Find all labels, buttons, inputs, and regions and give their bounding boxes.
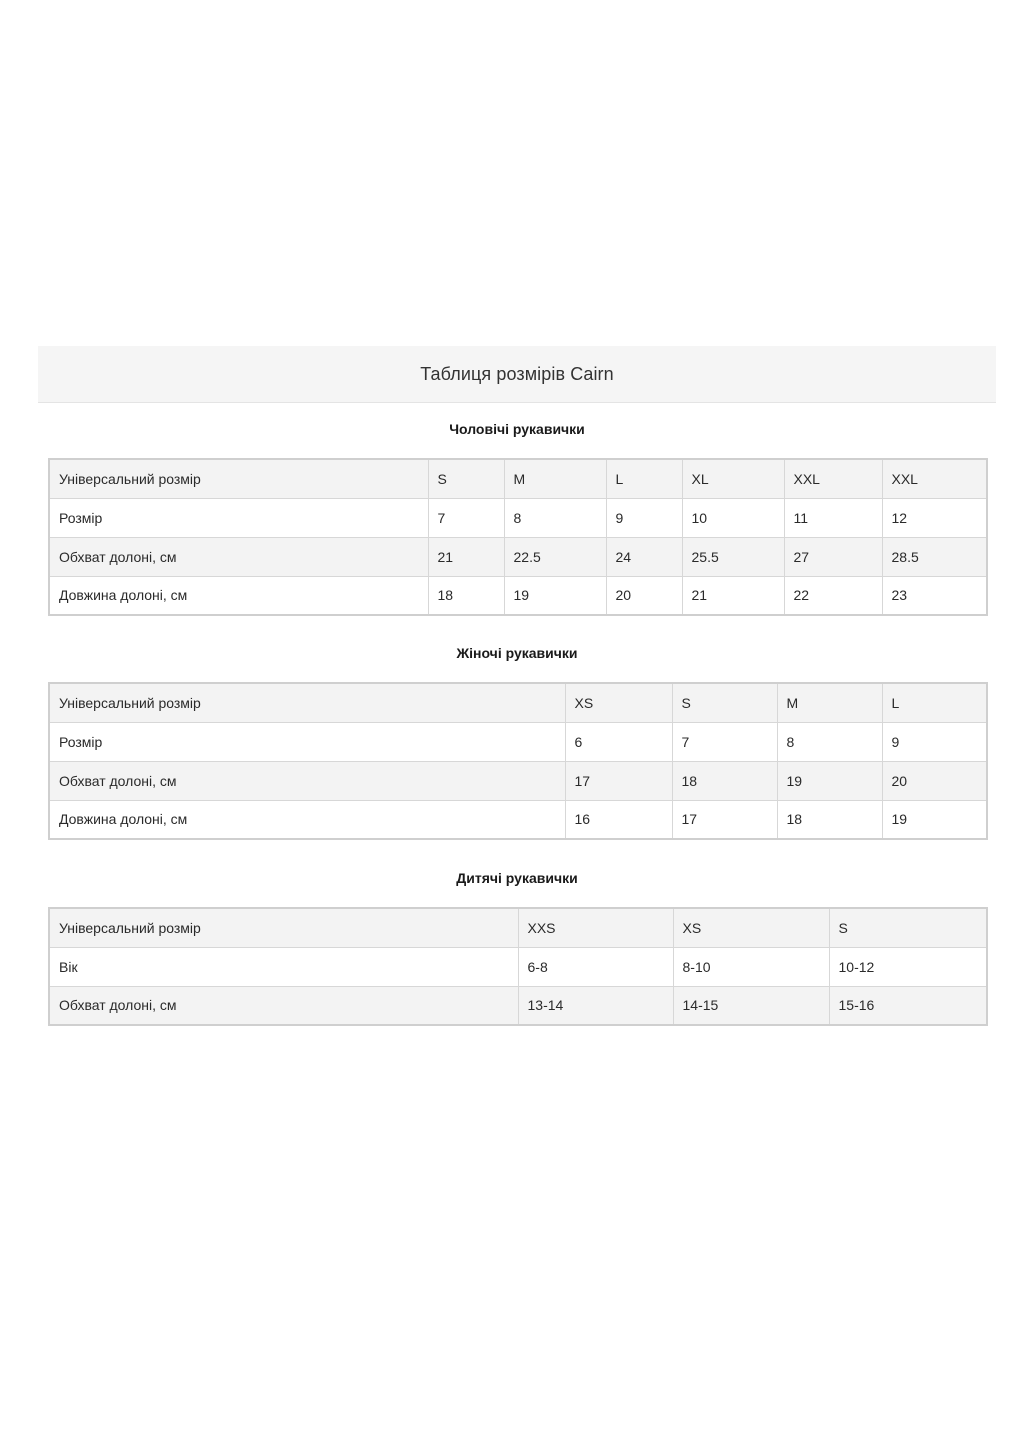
table-cell: 9 <box>606 498 682 537</box>
table-cell: 17 <box>565 761 672 800</box>
table-cell: 8-10 <box>673 947 829 986</box>
table-cell: XL <box>682 459 784 498</box>
table-cell: L <box>606 459 682 498</box>
table-cell: XXL <box>784 459 882 498</box>
table-cell: XS <box>565 683 672 722</box>
table-cell: 18 <box>428 576 504 615</box>
row-label-cell: Універсальний розмір <box>49 683 565 722</box>
table-cell: 13-14 <box>518 986 673 1025</box>
table-cell: 8 <box>777 722 882 761</box>
table-cell: 15-16 <box>829 986 987 1025</box>
table-cell: 6 <box>565 722 672 761</box>
table-cell: 21 <box>428 537 504 576</box>
table-cell: 12 <box>882 498 987 537</box>
row-label-cell: Розмір <box>49 722 565 761</box>
table-row <box>49 722 987 761</box>
size-table-women <box>48 682 988 840</box>
table-cell: 6-8 <box>518 947 673 986</box>
section-title-women: Жіночі рукавички <box>456 645 578 661</box>
table-cell: S <box>829 908 987 947</box>
size-table-kids <box>48 907 988 1026</box>
table-row <box>49 576 987 615</box>
row-label-cell: Універсальний розмір <box>49 459 428 498</box>
table-cell: 17 <box>672 800 777 839</box>
table-row <box>49 986 987 1025</box>
table-cell: 22.5 <box>504 537 606 576</box>
table-cell: 19 <box>504 576 606 615</box>
table-cell: 24 <box>606 537 682 576</box>
table-cell: 27 <box>784 537 882 576</box>
table-row <box>49 459 987 498</box>
table-cell: 14-15 <box>673 986 829 1025</box>
table-cell: 21 <box>682 576 784 615</box>
table-cell: 19 <box>777 761 882 800</box>
table-row <box>49 947 987 986</box>
table-row <box>49 498 987 537</box>
table-cell: S <box>672 683 777 722</box>
row-label-cell: Розмір <box>49 498 428 537</box>
row-label-cell: Універсальний розмір <box>49 908 518 947</box>
table-cell: 23 <box>882 576 987 615</box>
table-cell: 28.5 <box>882 537 987 576</box>
table-cell: 16 <box>565 800 672 839</box>
table-cell: 25.5 <box>682 537 784 576</box>
table-cell: 19 <box>882 800 987 839</box>
row-label-cell: Довжина долоні, см <box>49 800 565 839</box>
table-row <box>49 537 987 576</box>
table-row <box>49 908 987 947</box>
table-cell: XXS <box>518 908 673 947</box>
table-cell: 10-12 <box>829 947 987 986</box>
table-cell: 7 <box>428 498 504 537</box>
table-cell: 7 <box>672 722 777 761</box>
table-cell: 18 <box>777 800 882 839</box>
table-cell: 11 <box>784 498 882 537</box>
table-row <box>49 761 987 800</box>
table-cell: 18 <box>672 761 777 800</box>
table-cell: L <box>882 683 987 722</box>
table-cell: 20 <box>606 576 682 615</box>
table-cell: M <box>504 459 606 498</box>
table-cell: 8 <box>504 498 606 537</box>
row-label-cell: Обхват долоні, см <box>49 986 518 1025</box>
row-label-cell: Вік <box>49 947 518 986</box>
size-table-men <box>48 458 988 616</box>
section-title-kids: Дитячі рукавички <box>456 870 578 886</box>
table-cell: 22 <box>784 576 882 615</box>
row-label-cell: Обхват долоні, см <box>49 537 428 576</box>
table-cell: M <box>777 683 882 722</box>
table-row <box>49 683 987 722</box>
row-label-cell: Довжина долоні, см <box>49 576 428 615</box>
table-cell: XS <box>673 908 829 947</box>
table-cell: 20 <box>882 761 987 800</box>
table-row <box>49 800 987 839</box>
page-title: Таблиця розмірів Cairn <box>420 363 614 384</box>
table-cell: 10 <box>682 498 784 537</box>
table-cell: S <box>428 459 504 498</box>
row-label-cell: Обхват долоні, см <box>49 761 565 800</box>
table-cell: XXL <box>882 459 987 498</box>
table-cell: 9 <box>882 722 987 761</box>
page-header <box>38 346 996 403</box>
section-title-men: Чоловічі рукавички <box>449 421 585 437</box>
